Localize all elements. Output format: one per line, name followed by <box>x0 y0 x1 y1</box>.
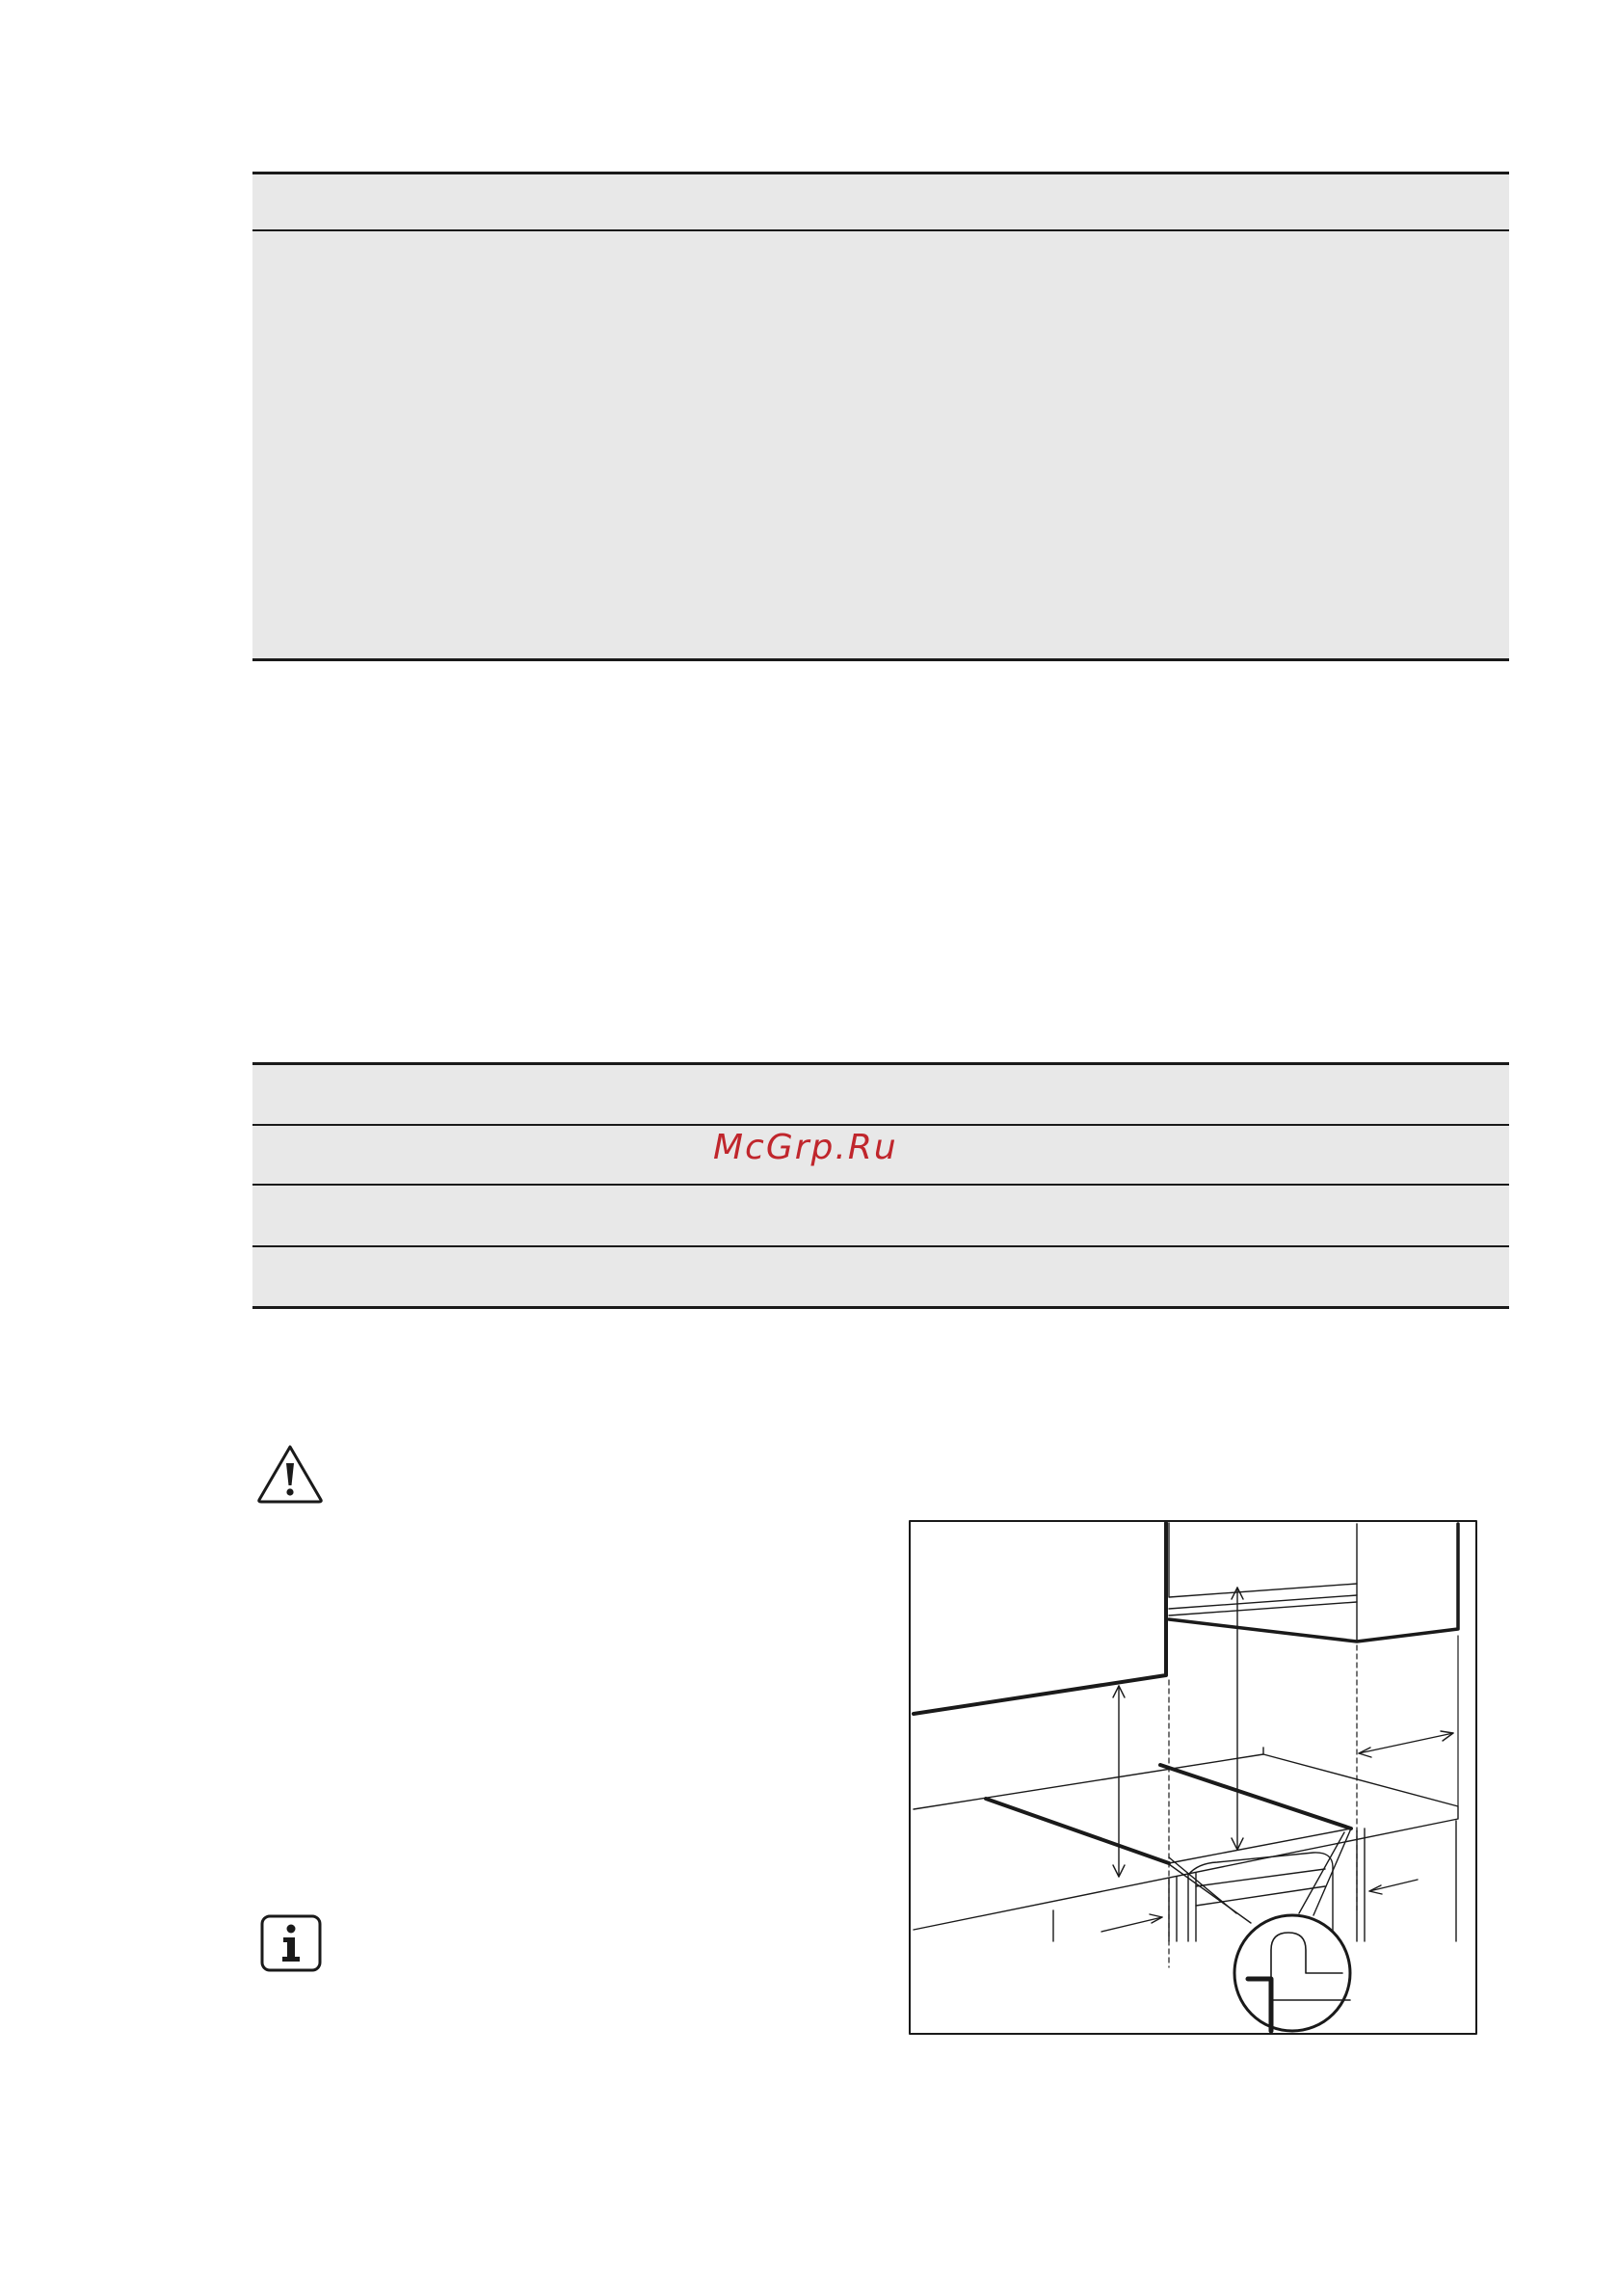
table-2-row <box>252 1247 1509 1309</box>
info-icon <box>260 1914 322 1972</box>
watermark-text: McGrp.Ru <box>713 1128 898 1167</box>
table-1 <box>252 172 1509 669</box>
table-2 <box>252 1062 1509 1313</box>
table-1-body <box>252 231 1509 661</box>
table-2-row <box>252 1186 1509 1247</box>
warning-triangle-icon <box>256 1444 324 1504</box>
table-2-row <box>252 1062 1509 1126</box>
installation-diagram <box>909 1520 1477 2035</box>
table-1-header <box>252 172 1509 231</box>
